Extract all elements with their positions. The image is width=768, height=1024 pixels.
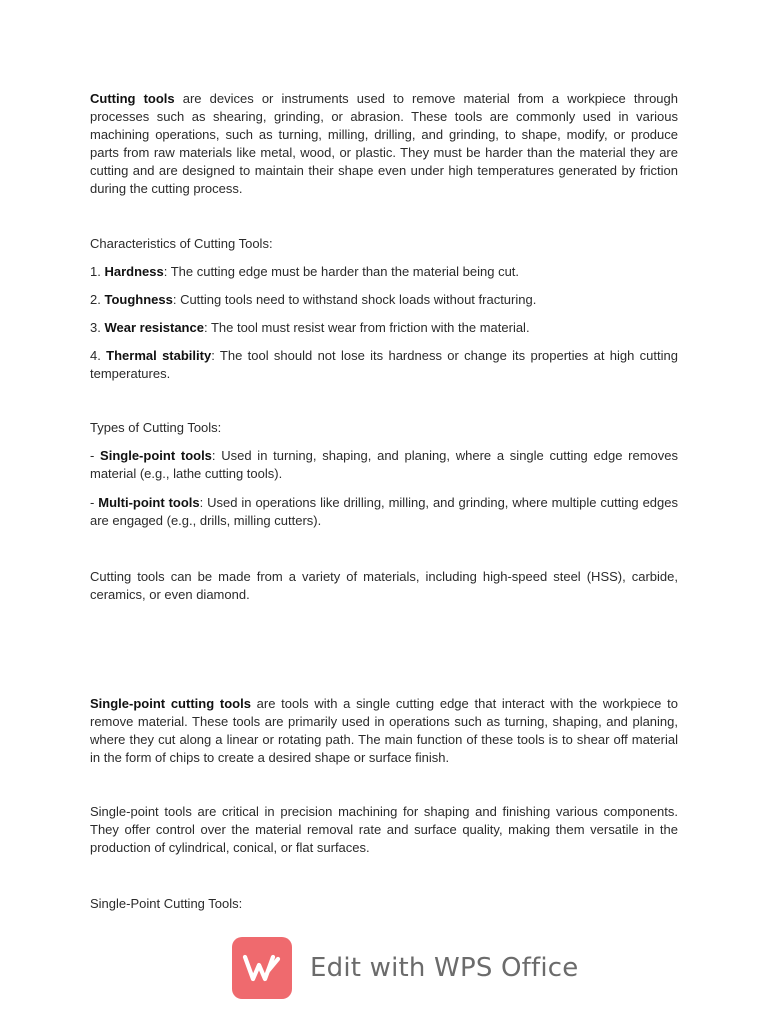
characteristics-heading: Characteristics of Cutting Tools: xyxy=(90,236,273,251)
intro-paragraph xyxy=(90,90,678,198)
characteristic-text: : The tool must resist wear from friction with the material. xyxy=(203,320,530,335)
document-page xyxy=(90,90,678,913)
single-point-text: are tools with a single cutting edge that interact with the workpiece to remove material. These tools are primarily used in operations such as turning, shaping, and planing, where they cut along a linear or rotating path. The main function of these tools is to shear off material in the form of chips to create a desired shape or surface finish. xyxy=(90,696,678,765)
single-point-term: Single-point cutting tools xyxy=(90,696,251,711)
characteristic-text: : The tool should not lose its hardness or change its properties at high cutting temperatures. xyxy=(90,348,678,381)
item-number: 2. xyxy=(90,292,105,307)
wps-w-glyph xyxy=(242,953,282,983)
type-term: Multi-point tools xyxy=(98,495,200,510)
single-point-heading: Single-Point Cutting Tools: xyxy=(90,896,243,911)
wps-logo-icon xyxy=(232,937,292,999)
type-text: : Used in operations like drilling, milling, and grinding, where multiple cutting edges are engaged (e.g., drills, milling cutters). xyxy=(90,495,678,528)
type-term: Single-point tools xyxy=(100,448,212,463)
item-number: 3. xyxy=(90,320,105,335)
characteristic-term: Toughness xyxy=(104,292,173,307)
characteristic-term: Wear resistance xyxy=(104,320,204,335)
characteristic-item xyxy=(90,291,678,309)
item-prefix: - xyxy=(90,495,99,510)
type-item xyxy=(90,494,678,530)
characteristic-term: Hardness xyxy=(104,264,164,279)
intro-text: are devices or instruments used to remove material from a workpiece through processes such as shearing, grinding, or abrasion. These tools are commonly used in various machining operations, such as turning, milling, drilling, and grinding, to shape, modify, or produce parts from raw materials like metal, wood, or plastic. They must be harder than the material they are cutting and are designed to maintain their shape even under high temperatures generated by friction during the cutting process. xyxy=(90,91,678,196)
item-number: 4. xyxy=(90,348,107,363)
type-item xyxy=(90,447,678,483)
item-prefix: - xyxy=(90,448,101,463)
types-heading: Types of Cutting Tools: xyxy=(90,420,222,435)
intro-term: Cutting tools xyxy=(90,91,175,106)
characteristic-text: : The cutting edge must be harder than the material being cut. xyxy=(163,264,520,279)
characteristic-term: Thermal stability xyxy=(106,348,212,363)
precision-paragraph: Single-point tools are critical in precision machining for shaping and finishing various components. They offer control over the material removal rate and surface quality, making them versatile in the production of cylindrical, conical, or flat surfaces. xyxy=(90,804,678,855)
wps-banner-text[interactable]: Edit with WPS Office xyxy=(310,953,579,983)
materials-paragraph: Cutting tools can be made from a variety of materials, including high-speed steel (HSS), carbide, ceramics, or even diamond. xyxy=(90,569,678,602)
characteristic-text: : Cutting tools need to withstand shock loads without fracturing. xyxy=(172,292,537,307)
type-text: : Used in turning, shaping, and planing, where a single cutting edge removes material (e.g., lathe cutting tools). xyxy=(90,448,678,481)
characteristic-item xyxy=(90,263,678,281)
single-point-paragraph xyxy=(90,695,678,767)
item-number: 1. xyxy=(90,264,105,279)
characteristic-item xyxy=(90,347,678,383)
characteristic-item xyxy=(90,319,678,337)
wps-edit-banner[interactable] xyxy=(232,936,578,1000)
